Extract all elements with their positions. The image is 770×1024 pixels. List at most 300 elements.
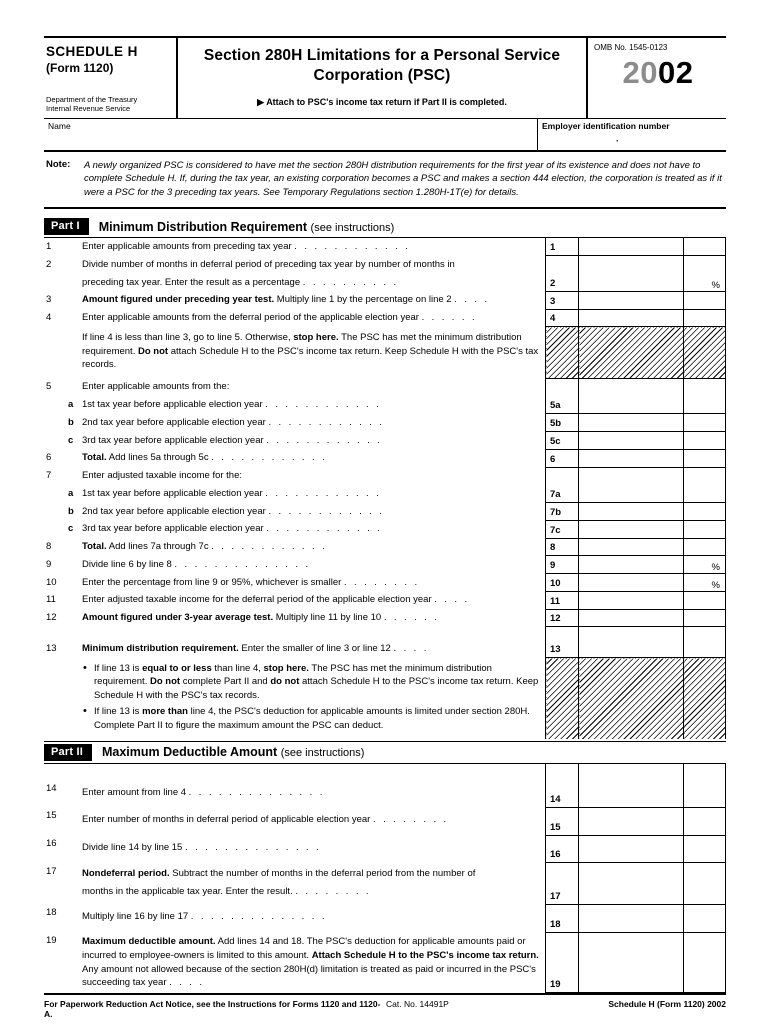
line-8-row bbox=[44, 538, 726, 556]
line-13-bullets-number bbox=[44, 658, 68, 739]
line-13-number: 13 bbox=[46, 642, 57, 654]
line-17-amount-input[interactable] bbox=[579, 883, 684, 905]
line-7-cents-spacer bbox=[684, 467, 726, 485]
l13b1-c: than line 4, bbox=[211, 662, 264, 674]
line-12-box-label: 12 bbox=[546, 609, 579, 627]
line-4-row bbox=[44, 309, 726, 327]
line-4-note-shade-label bbox=[546, 327, 579, 378]
tax-year-prefix: 20 bbox=[622, 54, 658, 90]
spacer-cents bbox=[684, 627, 726, 640]
p2-spacer-lbl bbox=[546, 764, 579, 780]
line-13-shade-amount bbox=[579, 658, 684, 739]
line-3-box-label: 3 bbox=[546, 291, 579, 309]
line-7b-row bbox=[44, 503, 726, 521]
line-7-number: 7 bbox=[46, 470, 52, 482]
line-12-text bbox=[82, 609, 546, 627]
line-5b-number bbox=[44, 414, 68, 432]
line-3-leader: . . . . bbox=[454, 294, 490, 306]
line-17-amt-spacer bbox=[579, 863, 684, 883]
line-10-percent-sign: % bbox=[684, 574, 726, 592]
line-5-number: 5 bbox=[46, 381, 52, 393]
line-13-box-label: 13 bbox=[546, 640, 579, 658]
line-7-amount-spacer bbox=[579, 467, 684, 485]
line-5b-amount-input[interactable] bbox=[579, 414, 684, 432]
line-8-leader: . . . . . . . . . . . . bbox=[211, 541, 328, 553]
line-17-lbl-spacer bbox=[546, 863, 579, 883]
form-title-line2: Corporation (PSC) bbox=[313, 66, 451, 84]
line-2-amount-spacer bbox=[579, 256, 684, 274]
line-2-text bbox=[82, 256, 546, 274]
masthead-center bbox=[178, 38, 588, 118]
line-11-cents[interactable] bbox=[684, 591, 726, 609]
line-12-cents[interactable] bbox=[684, 609, 726, 627]
line-18-row bbox=[44, 904, 726, 932]
line-4-label: Enter applicable amounts from the deferral period of the applicable election year bbox=[82, 312, 419, 324]
line-7a-label: 1st tax year before applicable election year bbox=[82, 487, 263, 499]
line-7c-box-label: 7c bbox=[546, 520, 579, 538]
line-5a-box-label: 5a bbox=[546, 396, 579, 414]
part-2-title-text: Maximum Deductible Amount bbox=[101, 745, 278, 760]
line-18-cents[interactable] bbox=[684, 904, 726, 932]
line-4-note-c: attach Schedule H to the PSC's income tax return. Keep Schedule H with the PSC's tax records. bbox=[82, 345, 539, 371]
line-6-amount-input[interactable] bbox=[579, 449, 684, 467]
line-17-label-a: Subtract the number of months in the deferral period from the number of bbox=[169, 867, 476, 879]
form-body bbox=[44, 36, 726, 1019]
line-8-number: 8 bbox=[46, 541, 52, 553]
line-19-label-b: Any amount not allowed because of the section 280H(d) limitation is treated as paid or incurred in the PSC's succeeding tax year bbox=[82, 963, 536, 989]
line-1-subletter bbox=[68, 238, 82, 256]
line-2-percent-sign: % bbox=[684, 274, 726, 292]
line-1-label: Enter applicable amounts from preceding tax year bbox=[82, 241, 292, 253]
line-9-amount-input[interactable] bbox=[579, 556, 684, 574]
part-2-header bbox=[44, 741, 726, 764]
name-field[interactable] bbox=[44, 119, 538, 150]
line-5b-row bbox=[44, 414, 726, 432]
line-4-subletter bbox=[68, 309, 82, 327]
ein-separator-dots: · bbox=[616, 135, 620, 146]
line-17-label-bold: Nondeferral period. bbox=[82, 867, 170, 879]
line-7-subletter bbox=[68, 467, 82, 485]
line-13-text bbox=[82, 640, 546, 658]
part-2-title bbox=[102, 745, 365, 759]
line-7b-number bbox=[44, 503, 68, 521]
l13b1-b3: Do not bbox=[149, 676, 181, 688]
line-4-note-a: If line 4 is less than line 3, go to line 5. Otherwise, bbox=[82, 331, 294, 343]
line-13-label-bold: Minimum distribution requirement. bbox=[82, 642, 239, 654]
line-7-text bbox=[82, 467, 546, 485]
line-7b-subletter: b bbox=[68, 505, 74, 517]
line-11-row bbox=[44, 591, 726, 609]
line-5c-amount-input[interactable] bbox=[579, 432, 684, 450]
line-17-row-cont bbox=[44, 883, 726, 905]
line-19-cents[interactable] bbox=[684, 932, 726, 992]
line-12-row bbox=[44, 609, 726, 627]
line-17-box-label: 17 bbox=[546, 883, 579, 905]
part-1-header bbox=[44, 216, 726, 238]
line-5-text bbox=[82, 378, 546, 396]
line-14-subletter bbox=[68, 780, 82, 808]
line-5a-subletter: a bbox=[68, 399, 74, 410]
line-19-number: 19 bbox=[46, 935, 57, 947]
line-1-row bbox=[44, 238, 726, 256]
line-18-leader: . . . . . . . . . . . . . . bbox=[190, 911, 327, 923]
line-16-leader: . . . . . . . . . . . . . . bbox=[184, 842, 322, 854]
line-7c-label: 3rd tax year before applicable election year bbox=[82, 523, 264, 535]
line-14-box-label: 14 bbox=[546, 780, 579, 808]
line-3-cents[interactable] bbox=[684, 291, 726, 309]
l13b2-b1: more than bbox=[142, 706, 188, 718]
line-14-row bbox=[44, 780, 726, 808]
line-5-amount-spacer bbox=[579, 378, 684, 396]
line-15-subletter bbox=[68, 807, 82, 835]
line-5c-box-label: 5c bbox=[546, 432, 579, 450]
line-17-number-cont bbox=[44, 883, 68, 905]
line-9-number: 9 bbox=[46, 558, 52, 570]
line-4-note-row bbox=[44, 327, 726, 378]
line-7-label-spacer bbox=[546, 467, 579, 485]
spacer-amt bbox=[579, 627, 684, 640]
line-7c-row bbox=[44, 520, 726, 538]
line-18-number: 18 bbox=[46, 907, 57, 919]
line-2-label-a: Divide number of months in deferral period of preceding tax year by number of months in bbox=[82, 258, 455, 270]
l13b1-b2: stop here. bbox=[263, 662, 309, 674]
line-16-number: 16 bbox=[46, 838, 57, 850]
line-17-leader: . . . . . . . . bbox=[295, 885, 371, 897]
line-9-subletter bbox=[68, 556, 82, 574]
line-7a-cents[interactable] bbox=[684, 485, 726, 503]
line-11-label: Enter adjusted taxable income for the deferral period of the applicable election year bbox=[82, 594, 432, 606]
line-7c-cents[interactable] bbox=[684, 520, 726, 538]
line-2-subletter-cont bbox=[68, 274, 82, 292]
line-17-subletter-cont bbox=[68, 883, 82, 905]
part-1-lines bbox=[44, 238, 726, 738]
line-2-cents-spacer bbox=[684, 256, 726, 274]
line-2-box-label-spacer bbox=[546, 256, 579, 274]
attach-instruction bbox=[186, 97, 578, 108]
line-4-leader: . . . . . . bbox=[421, 312, 477, 324]
line-13-label: Enter the smaller of line 3 or line 12 bbox=[238, 642, 391, 654]
line-17-text-cont bbox=[82, 883, 546, 905]
line-7c-amount-input[interactable] bbox=[579, 520, 684, 538]
line-19-subletter bbox=[68, 932, 82, 992]
line-14-cents[interactable] bbox=[684, 780, 726, 808]
l13b2-a: If line 13 is bbox=[94, 706, 143, 718]
line-1-text bbox=[82, 238, 546, 256]
line-15-leader: . . . . . . . . bbox=[372, 814, 449, 826]
line-5c-text bbox=[82, 432, 546, 450]
part-1-title-text: Minimum Distribution Requirement bbox=[98, 219, 308, 234]
line-5a-text bbox=[82, 396, 546, 414]
line-17-label-b: months in the applicable tax year. Enter the result. bbox=[82, 885, 293, 897]
line-13-bullet-2 bbox=[82, 705, 541, 733]
line-13-subletter bbox=[68, 640, 82, 658]
line-19-label-bold-b: Attach Schedule H to the PSC's income tax return. bbox=[311, 949, 539, 961]
ein-field[interactable] bbox=[538, 119, 726, 150]
line-5c-number bbox=[44, 432, 68, 450]
line-19-leader: . . . . bbox=[169, 977, 205, 989]
line-7b-amount-input[interactable] bbox=[579, 503, 684, 521]
line-4-note-shade-cents bbox=[684, 327, 726, 378]
line-1-leader: . . . . . . . . . . . . bbox=[294, 241, 411, 253]
line-2-amount-input[interactable] bbox=[579, 274, 684, 292]
line-5-cents-spacer bbox=[684, 378, 726, 396]
p2-spacer-cents bbox=[684, 764, 726, 780]
line-17-subletter bbox=[68, 863, 82, 883]
spacer-sub bbox=[68, 627, 82, 640]
line-14-leader: . . . . . . . . . . . . . . bbox=[188, 786, 325, 798]
line-19-box-label: 19 bbox=[546, 932, 579, 992]
line-5a-leader: . . . . . . . . . . . . bbox=[265, 399, 382, 410]
line-7a-subletter: a bbox=[68, 487, 74, 499]
line-2-box-label: 2 bbox=[546, 274, 579, 292]
line-5a-amount-input[interactable] bbox=[579, 396, 684, 414]
line-13-bullets-row bbox=[44, 658, 726, 739]
line-10-row bbox=[44, 574, 726, 592]
tax-year bbox=[594, 54, 722, 90]
part-1-badge: Part I bbox=[44, 218, 89, 235]
line-5a-number bbox=[44, 396, 68, 414]
part2-spacer-row bbox=[44, 764, 726, 780]
line-13-bullet-1 bbox=[82, 662, 541, 703]
note-label: Note: bbox=[46, 158, 71, 170]
line-7c-leader: . . . . . . . . . . . . bbox=[266, 523, 383, 535]
line-14-text bbox=[82, 780, 546, 808]
line-15-text bbox=[82, 807, 546, 835]
line-5-label: Enter applicable amounts from the: bbox=[82, 381, 230, 393]
line-9-text bbox=[82, 556, 546, 574]
line-16-text bbox=[82, 835, 546, 863]
line-14-amount-input[interactable] bbox=[579, 780, 684, 808]
line-15-cents[interactable] bbox=[684, 807, 726, 835]
line-12-subletter bbox=[68, 609, 82, 627]
line-7-label: Enter adjusted taxable income for the: bbox=[82, 470, 243, 482]
spacer-num bbox=[44, 627, 68, 640]
line-4-note-text bbox=[82, 327, 546, 378]
line-5-label-spacer bbox=[546, 378, 579, 396]
line-5b-text bbox=[82, 414, 546, 432]
line-9-leader: . . . . . . . . . . . . . . bbox=[174, 558, 311, 570]
line-16-subletter bbox=[68, 835, 82, 863]
taxpayer-identity-row bbox=[44, 119, 726, 152]
line-10-text bbox=[82, 574, 546, 592]
line-3-label-bold: Amount figured under preceding year test. bbox=[82, 294, 275, 306]
line-19-amount-input[interactable] bbox=[579, 932, 684, 992]
masthead-right bbox=[588, 38, 726, 118]
line-5c-row bbox=[44, 432, 726, 450]
line-10-number: 10 bbox=[46, 576, 57, 588]
line-1-number: 1 bbox=[46, 241, 52, 253]
line-8-amount-input[interactable] bbox=[579, 538, 684, 556]
line-7c-text bbox=[82, 520, 546, 538]
line-5b-box-label: 5b bbox=[546, 414, 579, 432]
line-18-amount-input[interactable] bbox=[579, 904, 684, 932]
line-6-label-bold: Total. bbox=[82, 452, 107, 464]
line-5b-leader: . . . . . . . . . . . . bbox=[268, 416, 385, 428]
line-19-row bbox=[44, 932, 726, 992]
line-5-row bbox=[44, 378, 726, 396]
line-4-cents[interactable] bbox=[684, 309, 726, 327]
line-4-number: 4 bbox=[46, 312, 52, 324]
line-7c-subletter: c bbox=[68, 523, 74, 535]
line-7a-row bbox=[44, 485, 726, 503]
line-8-cents[interactable] bbox=[684, 538, 726, 556]
line-16-cents[interactable] bbox=[684, 835, 726, 863]
line-6-subletter bbox=[68, 449, 82, 467]
attach-instruction-text: Attach to PSC's income tax return if Part II is completed. bbox=[266, 96, 507, 107]
form-designator: (Form 1120) bbox=[46, 60, 114, 75]
l13b1-a: If line 13 is bbox=[94, 662, 143, 674]
line-2-text-cont bbox=[82, 274, 546, 292]
line-5c-cents[interactable] bbox=[684, 432, 726, 450]
line-6-number: 6 bbox=[46, 452, 52, 464]
line-7b-box-label: 7b bbox=[546, 503, 579, 521]
line-4-note-donot: Do not bbox=[137, 345, 169, 357]
line-7b-cents[interactable] bbox=[684, 503, 726, 521]
line-19-label-a: Add lines 14 and 18. The PSC's deduction for applicable amounts paid or incurred to employee-owners is limited to this amount. bbox=[82, 936, 526, 961]
line-10-amount-input[interactable] bbox=[579, 574, 684, 592]
line-16-amount-input[interactable] bbox=[579, 835, 684, 863]
line-5a-cents[interactable] bbox=[684, 396, 726, 414]
line-2-number-cont bbox=[44, 274, 68, 292]
line-8-text bbox=[82, 538, 546, 556]
l13b1-f: attach Schedule H to the PSC's income tax return. Keep Schedule H with the PSC's tax records. bbox=[94, 676, 539, 702]
line-11-text bbox=[82, 591, 546, 609]
line-4-note-shade-amount bbox=[579, 327, 684, 378]
irs-label: Internal Revenue Service bbox=[46, 104, 131, 114]
form-masthead bbox=[44, 36, 726, 119]
line-2-row bbox=[44, 256, 726, 274]
line-5b-cents[interactable] bbox=[684, 414, 726, 432]
line-12-amount-input[interactable] bbox=[579, 609, 684, 627]
line-7b-text bbox=[82, 503, 546, 521]
line-16-label: Divide line 14 by line 15 bbox=[82, 842, 183, 854]
p2-spacer-num bbox=[44, 764, 68, 780]
line-13-cents[interactable] bbox=[684, 640, 726, 658]
line-11-box-label: 11 bbox=[546, 591, 579, 609]
line-3-row bbox=[44, 291, 726, 309]
line-9-percent-sign: % bbox=[684, 556, 726, 574]
line-18-text bbox=[82, 904, 546, 932]
part-2-lines bbox=[44, 764, 726, 993]
line-7a-text bbox=[82, 485, 546, 503]
line-17-cents[interactable] bbox=[684, 883, 726, 905]
line-7b-leader: . . . . . . . . . . . . bbox=[268, 505, 385, 517]
l13b1-d: The PSC has met the minimum distribution requirement. bbox=[94, 662, 492, 688]
line-13-bullets-text bbox=[82, 658, 546, 739]
l13b1-b1: equal to or less bbox=[142, 662, 212, 674]
line-6-text bbox=[82, 449, 546, 467]
line-4-amount-input[interactable] bbox=[579, 309, 684, 327]
catalog-number: Cat. No. 14491P bbox=[386, 998, 449, 1009]
line-2-subletter bbox=[68, 256, 82, 274]
ein-label: Employer identification number bbox=[542, 120, 670, 131]
l13b2-c: line 4, the PSC's deduction for applicable amounts is limited under section 280H. Complete Part II to figure the maximum amount the PSC can deduct. bbox=[94, 706, 530, 731]
line-6-box-label: 6 bbox=[546, 449, 579, 467]
line-18-label: Multiply line 16 by line 17 bbox=[82, 911, 189, 923]
line-7a-number bbox=[44, 485, 68, 503]
line-1-cents[interactable] bbox=[684, 238, 726, 256]
line-5b-label: 2nd tax year before applicable election year bbox=[82, 416, 266, 428]
p2-spacer-text bbox=[82, 764, 546, 780]
line-10-subletter bbox=[68, 574, 82, 592]
p2-spacer-sub bbox=[68, 764, 82, 780]
line-13-bullets-subletter bbox=[68, 658, 82, 739]
line-17-cents-spacer bbox=[684, 863, 726, 883]
line-5b-subletter: b bbox=[68, 416, 74, 428]
schedule-designator: SCHEDULE H bbox=[46, 44, 138, 59]
spacer-row-before-13 bbox=[44, 627, 726, 640]
line-10-label: Enter the percentage from line 9 or 95%, whichever is smaller bbox=[82, 576, 342, 588]
line-6-row bbox=[44, 449, 726, 467]
line-8-subletter bbox=[68, 538, 82, 556]
line-7b-label: 2nd tax year before applicable election year bbox=[82, 505, 266, 517]
line-15-label: Enter number of months in deferral period of applicable election year bbox=[82, 814, 371, 826]
line-15-amount-input[interactable] bbox=[579, 807, 684, 835]
line-6-cents[interactable] bbox=[684, 449, 726, 467]
line-13-amount-input[interactable] bbox=[579, 640, 684, 658]
part-2-subtitle: (see instructions) bbox=[280, 747, 365, 760]
line-11-subletter bbox=[68, 591, 82, 609]
line-18-subletter bbox=[68, 904, 82, 932]
paperwork-notice: For Paperwork Reduction Act Notice, see the Instructions for Forms 1120 and 1120-A. bbox=[44, 998, 381, 1019]
line-17-number: 17 bbox=[46, 865, 57, 877]
form-identifier-footer: Schedule H (Form 1120) 2002 bbox=[608, 998, 726, 1009]
part-1-subtitle: (see instructions) bbox=[310, 221, 395, 234]
line-14-number: 14 bbox=[46, 782, 57, 794]
line-3-text bbox=[82, 291, 546, 309]
l13b1-b4: do not bbox=[270, 676, 300, 688]
line-8-label-bold: Total. bbox=[82, 541, 107, 553]
p2-spacer-amt bbox=[579, 764, 684, 780]
line-11-amount-input[interactable] bbox=[579, 591, 684, 609]
line-5c-leader: . . . . . . . . . . . . bbox=[266, 434, 383, 446]
line-10-box-label: 10 bbox=[546, 574, 579, 592]
line-1-amount-input[interactable] bbox=[579, 238, 684, 256]
line-9-box-label: 9 bbox=[546, 556, 579, 574]
line-4-note-number bbox=[44, 327, 68, 378]
line-13-shade-cents bbox=[684, 658, 726, 739]
line-2-leader: . . . . . . . . . . bbox=[302, 276, 399, 288]
note-text: A newly organized PSC is considered to have met the section 280H distribution requirements for the first year of its existence and does not have to complete Schedule H. If, during the tax year, an existing corporation becomes a PSC and makes a section 444 election, the corporation is treated as if it were a PSC for the 3 preceding tax years. See Temporary Regulations section 1.280H-1T(e) for details. bbox=[84, 159, 722, 198]
line-7c-number bbox=[44, 520, 68, 538]
line-3-number: 3 bbox=[46, 294, 52, 306]
line-12-leader: . . . . . . bbox=[383, 612, 440, 624]
line-7a-box-label: 7a bbox=[546, 485, 579, 503]
part-2-badge: Part II bbox=[44, 744, 92, 761]
line-7-row bbox=[44, 467, 726, 485]
line-5a-row bbox=[44, 396, 726, 414]
right-arrow-icon: ▶ bbox=[257, 96, 265, 107]
line-10-leader: . . . . . . . . bbox=[343, 576, 420, 588]
line-12-label: Multiply line 11 by line 10 bbox=[273, 612, 382, 624]
line-11-leader: . . . . bbox=[434, 594, 470, 606]
line-7a-amount-input[interactable] bbox=[579, 485, 684, 503]
line-12-label-bold: Amount figured under 3-year average test. bbox=[82, 612, 274, 624]
line-5c-label: 3rd tax year before applicable election year bbox=[82, 434, 264, 446]
line-15-number: 15 bbox=[46, 810, 57, 822]
line-15-box-label: 15 bbox=[546, 807, 579, 835]
line-3-amount-input[interactable] bbox=[579, 291, 684, 309]
line-12-number: 12 bbox=[46, 612, 57, 624]
line-4-text bbox=[82, 309, 546, 327]
line-17-row bbox=[44, 863, 726, 883]
line-13-leader: . . . . bbox=[393, 642, 429, 654]
spacer-text bbox=[82, 627, 546, 640]
note-block bbox=[44, 152, 726, 209]
line-5c-subletter: c bbox=[68, 434, 74, 446]
line-5-subletter bbox=[68, 378, 82, 396]
spacer-lbl bbox=[546, 627, 579, 640]
